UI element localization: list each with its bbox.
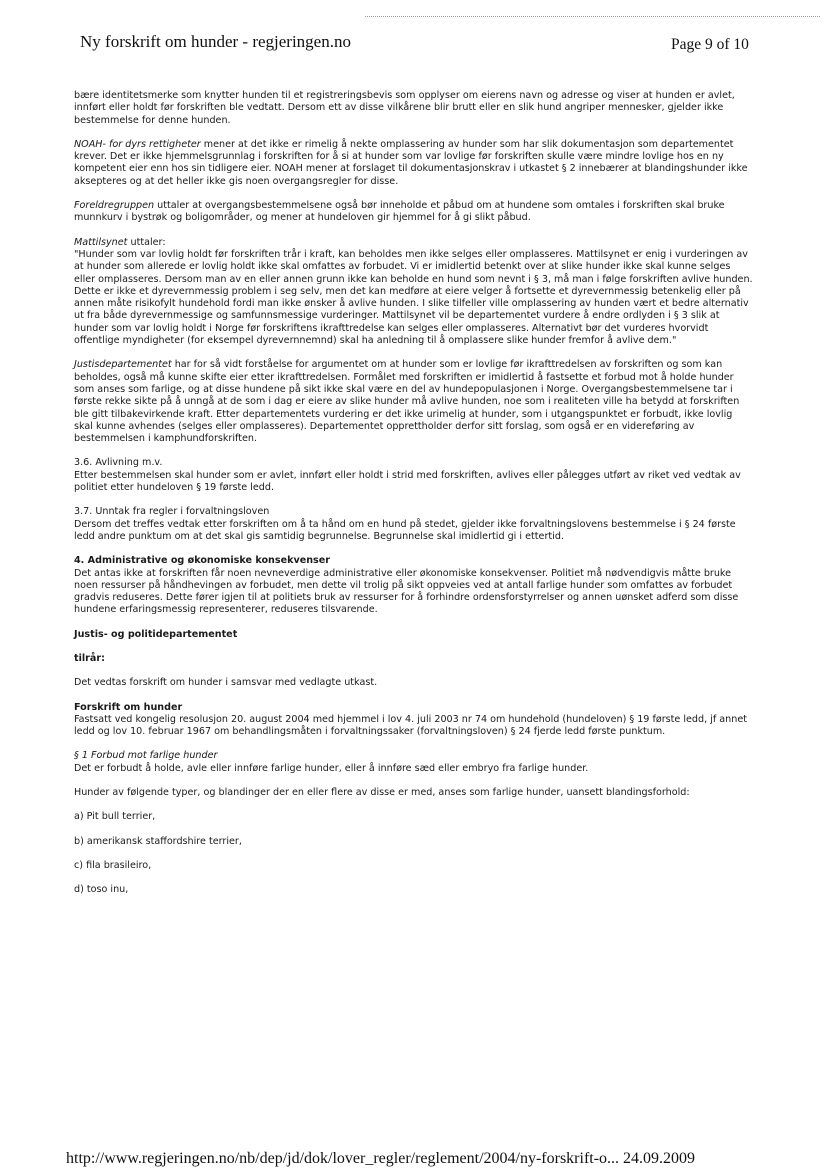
section-text-3-7: Dersom det treffes vedtak etter forskriften om å ta hånd om en hund på stedet, gjelder ikke forvaltningslovens bestemmelse i § 24 første ledd andre punktum om at det skal gis samtidig begrunnelse. Begrunnelse skal imidlertid gi i ettertid. [74,518,736,542]
section-heading-4: 4. Administrative og økonomiske konsekvenser [74,555,330,567]
document-body [74,90,754,897]
list-item: d) toso inu, [74,884,129,896]
section-heading-3-7: 3.7. Unntak fra regler i forvaltningsloven [74,506,270,518]
list-item: b) amerikansk staffordshire terrier, [74,835,242,847]
paragraph-1-text: Det er forbudt å holde, avle eller innføre farlige hunder, eller å innføre sæd eller embryo fra farlige hunder. [74,762,589,774]
mattilsynet-quote: "Hunder som var lovlig holdt før forskriften trår i kraft, kan beholdes men ikke selges eller omplasseres. Mattilsynet er enig i vurderingen av at hunder som allerede er lovlig holdt ikke skal omfattes av forbudet. Vi er imidlertid betenkt over at slike hunder ikke skal kunne selges eller omplasseres. Dersom man av en eller annen grunn ikke kan beholde en hund som nevnt i § 3, må man i følge forskriften avlive hunden. Dette er ikke et dyrevernmessig problem i seg selv, men det kan medføre at eiere velger å fortsette et dyrevernmessig betenkelig eller på annen måte risikofylt hundehold fordi man ikke ønsker å avlive hunden. I slike tilfeller ville omplassering av hunden vært et bedre alternativ ut fra både dyrevernmessige og samfunnsmessige vurderinger. Mattilsynet vil be departementet vurdere å endre ordlyden i § 3 slik at hunder som var lovlig holdt i Norge før forskriftens ikrafttredelse kan selges eller omplasseres. Alternativt bør det vurderes hvorvidt offentlige myndigheter (for eksempel dyrevernnemnd) skal ha anledning til å omplassere slike hunder fremfor å avlive dem." [74,248,753,347]
org-name: Foreldregruppen [74,200,155,212]
page-header-title: Ny forskrift om hunder - regjeringen.no [80,32,351,51]
paragraph-justisdepartementet: Justisdepartementet har for så vidt forståelse for argumentet om at hunder som er lovlige før ikrafttredelsen av forskriften og som kan beholdes, også må kunne skifte eier etter ikrafttredelsen. Formålet med forskriften er imidlertid å fastsette et forbud mot å holde hunder som anses som farlige, og at disse hundene på sikt ikke skal være en del av hundepopulasjonen i Norge. Overgangsbestemmelsene tar i første rekke sikte på å unngå at de som i dag er eiere av slike hunder må avlive hunden, noe som i realiteten ville ha betydd at forskriften ble gitt tilbakevirkende kraft. Etter departementets vurdering er det ikke urimelig at hunder, som i utgangspunktet er forbudt, ikke lovlig skal kunne avhendes (selges eller omplasseres). Departementet opprettholder derfor sitt forslag, som også er en videreføring av bestemmelsen i kamphundforskriften. [74,359,740,445]
regulation-title: Forskrift om hunder [74,701,183,713]
dog-types-intro: Hunder av følgende typer, og blandinger der en eller flere av disse er med, anses som farlige hunder, uansett blandingsforhold: [74,787,690,799]
paragraph-1-heading: § 1 Forbud mot farlige hunder [74,750,218,762]
paragraph-identity-mark: bære identitetsmerke som knytter hunden til et registreringsbevis som opplyser om eierens navn og adresse og viser at hunden er avlet, innført eller holdt før forskriften ble vedtatt. Dersom ett av disse vilkårene blir brutt eller en slik hund angriper mennesker, gjelder ikke bestemmelse for denne hunden. [74,90,735,126]
section-text-3-6: Etter bestemmelsen skal hunder som er avlet, innført eller holdt i strid med forskriften, avlives eller pålegges utført av riket ved vedtak av politiet etter hundeloven § 19 første ledd. [74,469,741,494]
tilrar-label: tilrår: [74,652,105,664]
regulation-preamble: Fastsatt ved kongelig resolusjon 20. august 2004 med hjemmel i lov 4. juli 2003 nr 74 om hundehold (hundeloven) § 19 første ledd, jf annet ledd og lov 10. februar 1967 om behandlingsmåten i forvaltningssaker (forvaltningsloven) § 24 fjerde ledd første punktum. [74,713,748,738]
paragraph-mattilsynet: Mattilsynet uttaler: [74,236,166,248]
decision-text: Det vedtas forskrift om hunder i samsvar med vedlagte utkast. [74,677,378,689]
department-name: Justis- og politidepartementet [74,628,238,640]
org-name: NOAH- for dyrs rettigheter [74,138,201,150]
scan-dotted-line [365,16,820,17]
org-name: Justisdepartementet [74,359,172,371]
paragraph-foreldregruppen: Foreldregruppen uttaler at overgangsbestemmelsene også bør inneholde et påbud om at hundene som omtales i forskriften skal bruke munnkurv i bystrøk og boligområder, og mener at hundeloven gir hjemmel for å gi slikt påbud. [74,200,725,224]
section-heading-3-6: 3.6. Avlivning m.v. [74,457,163,469]
page-footer-url: http://www.regjeringen.no/nb/dep/jd/dok/lover_regler/reglement/2004/ny-forskrift-o... 24.09.2009 [66,1150,696,1167]
paragraph-noah: NOAH- for dyrs rettigheter mener at det ikke er rimelig å nekte omplassering av hunder som har slik dokumentasjon som departementet krever. Det er ikke hjemmelsgrunnlag i forskriften for å si at hunder som var lovlige før forskriften skulle være mindre lovlige hos en ny kompetent eier enn hos sin tidligere eier. NOAH mener at forslaget til dokumentasjonskrav i utkastet § 2 innebærer at blandingshunder ikke aksepteres og at det heller ikke gis noen overgangsregler for disse. [74,138,748,187]
list-item: c) fila brasileiro, [74,859,152,871]
section-text-4: Det antas ikke at forskriften får noen nevneverdige administrative eller økonomiske konsekvenser. Politiet må nødvendigvis måtte bruke noen ressurser på håndhevingen av forbudet, men dette vil trolig på sikt oppveies ved at antall farlige hunder som omfattes av forbudet gradvis reduseres. Dette fører igjen til at politiets bruk av ressurser for å forhindre ordensforstyrrelser og annen uønsket adferd som disse hundene erfaringsmessig representerer, reduseres tilsvarende. [74,567,739,616]
page-number: Page 9 of 10 [671,36,749,53]
list-item: a) Pit bull terrier, [74,811,156,823]
org-name: Mattilsynet [74,236,128,248]
